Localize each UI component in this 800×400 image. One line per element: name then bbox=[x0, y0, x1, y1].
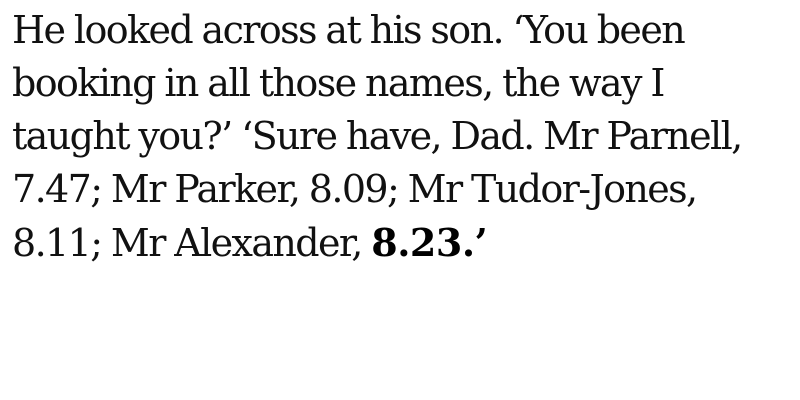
story-passage bbox=[12, 4, 792, 270]
passage-line-1: He looked across at his son. ‘You been bbox=[12, 8, 685, 52]
passage-line-3: taught you?’ ‘Sure have, Dad. Mr Parnell, bbox=[12, 114, 742, 158]
emphasized-time: 8.23.’ bbox=[371, 220, 488, 265]
passage-line-4: 7.47; Mr Parker, 8.09; Mr Tudor-Jones, bbox=[12, 167, 697, 211]
passage-line-5 bbox=[12, 216, 792, 270]
passage-line-2: booking in all those names, the way I bbox=[12, 61, 664, 105]
passage-line-5-text: 8.11; Mr Alexander, bbox=[12, 221, 372, 265]
